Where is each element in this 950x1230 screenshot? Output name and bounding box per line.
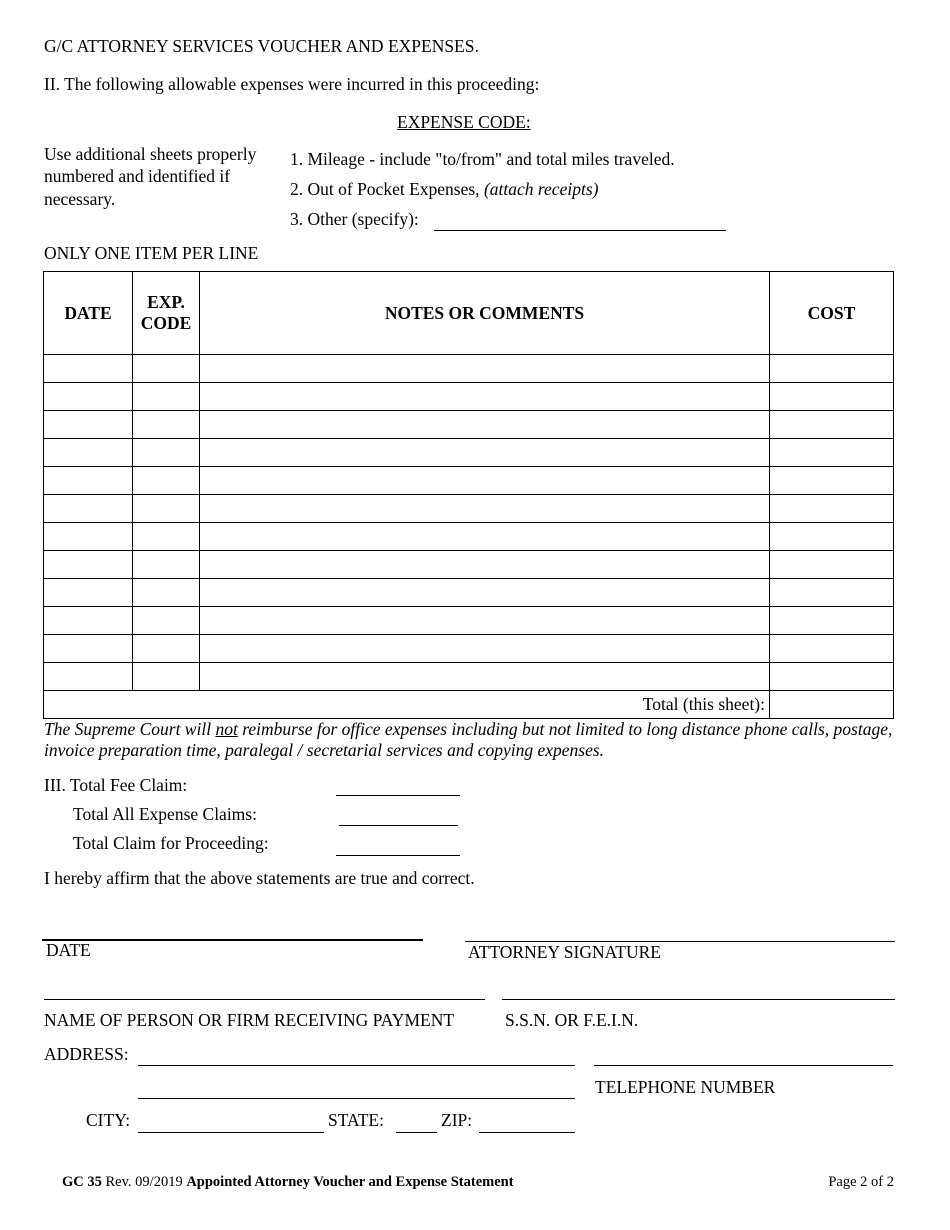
table-row — [44, 495, 894, 523]
notes-cell[interactable] — [200, 607, 770, 635]
total-label: Total (this sheet): — [44, 691, 770, 719]
item-number: 3. — [290, 209, 304, 229]
table-row — [44, 355, 894, 383]
table-row — [44, 635, 894, 663]
item-text: Other (specify): — [307, 209, 419, 229]
notes-column-header: NOTES OR COMMENTS — [200, 272, 770, 355]
form-number: GC 35 — [62, 1174, 102, 1190]
date-cell[interactable] — [44, 495, 133, 523]
expense-code-item — [290, 149, 675, 170]
cost-cell[interactable] — [770, 607, 894, 635]
cost-cell[interactable] — [770, 495, 894, 523]
attorney-signature-label: ATTORNEY SIGNATURE — [468, 942, 661, 962]
zip-label: ZIP: — [441, 1110, 473, 1130]
one-item-note: ONLY ONE ITEM PER LINE — [44, 243, 259, 263]
side-note-line: necessary. — [44, 189, 116, 209]
date-column-header: DATE — [44, 272, 133, 355]
address-field-line2[interactable] — [138, 1098, 575, 1099]
total-fee-claim-field[interactable] — [336, 795, 460, 796]
expense-code-heading: EXPENSE CODE: — [397, 112, 531, 132]
address-field-line1[interactable] — [138, 1065, 575, 1066]
total-cost-cell[interactable] — [770, 691, 894, 719]
city-label: CITY: — [86, 1110, 131, 1130]
footer-form-id — [62, 1174, 514, 1191]
not-emphasis: not — [215, 719, 238, 739]
code-cell[interactable] — [133, 663, 200, 691]
state-label: STATE: — [328, 1110, 384, 1130]
notes-cell[interactable] — [200, 551, 770, 579]
telephone-label: TELEPHONE NUMBER — [595, 1077, 776, 1097]
cost-cell[interactable] — [770, 467, 894, 495]
item-text: Mileage - include "to/from" and total miles traveled. — [307, 149, 675, 169]
total-expense-claims-label: Total All Expense Claims: — [73, 804, 257, 824]
notes-cell[interactable] — [200, 439, 770, 467]
state-field[interactable] — [396, 1132, 437, 1133]
code-cell[interactable] — [133, 495, 200, 523]
total-claim-proceeding-label: Total Claim for Proceeding: — [73, 833, 269, 853]
cost-cell[interactable] — [770, 411, 894, 439]
page-number: Page 2 of 2 — [828, 1174, 894, 1190]
code-cell[interactable] — [133, 607, 200, 635]
payee-name-label: NAME OF PERSON OR FIRM RECEIVING PAYMENT — [44, 1010, 455, 1030]
code-cell[interactable] — [133, 383, 200, 411]
date-signature-line[interactable] — [42, 939, 423, 941]
code-cell[interactable] — [133, 355, 200, 383]
code-cell[interactable] — [133, 411, 200, 439]
date-cell[interactable] — [44, 355, 133, 383]
expense-code-item — [290, 179, 598, 200]
date-cell[interactable] — [44, 663, 133, 691]
code-cell[interactable] — [133, 551, 200, 579]
cost-cell[interactable] — [770, 579, 894, 607]
code-cell[interactable] — [133, 439, 200, 467]
cost-cell[interactable] — [770, 551, 894, 579]
disclaimer-line1: The Supreme Court will not reimburse for office expenses including but not limited to long distance phone calls, postage, — [44, 719, 893, 739]
notes-cell[interactable] — [200, 467, 770, 495]
table-row — [44, 523, 894, 551]
notes-cell[interactable] — [200, 495, 770, 523]
date-cell[interactable] — [44, 523, 133, 551]
disclaimer-line2: invoice preparation time, paralegal / secretarial services and copying expenses. — [44, 740, 605, 760]
cost-cell[interactable] — [770, 439, 894, 467]
city-field[interactable] — [138, 1132, 324, 1133]
date-cell[interactable] — [44, 411, 133, 439]
other-specify-field[interactable] — [434, 230, 726, 231]
total-claim-proceeding-field[interactable] — [336, 855, 460, 856]
table-row — [44, 663, 894, 691]
cost-cell[interactable] — [770, 383, 894, 411]
side-note-line: Use additional sheets properly — [44, 144, 257, 164]
table-row — [44, 383, 894, 411]
notes-cell[interactable] — [200, 411, 770, 439]
section-ii-heading: II. The following allowable expenses were incurred in this proceeding: — [44, 74, 540, 94]
notes-cell[interactable] — [200, 355, 770, 383]
side-note-line: numbered and identified if — [44, 166, 231, 186]
table-row — [44, 411, 894, 439]
code-cell[interactable] — [133, 579, 200, 607]
telephone-field[interactable] — [594, 1065, 893, 1066]
exp-code-column-header: EXP. CODE — [133, 272, 200, 355]
notes-cell[interactable] — [200, 579, 770, 607]
date-cell[interactable] — [44, 383, 133, 411]
item-text: Out of Pocket Expenses, — [307, 179, 480, 199]
payee-name-field[interactable] — [44, 999, 485, 1000]
cost-cell[interactable] — [770, 355, 894, 383]
total-fee-claim-label: III. Total Fee Claim: — [44, 775, 188, 795]
total-row — [44, 691, 894, 719]
code-cell[interactable] — [133, 467, 200, 495]
affirmation-statement: I hereby affirm that the above statements are true and correct. — [44, 868, 475, 888]
total-expense-claims-field[interactable] — [339, 825, 458, 826]
ssn-fein-field[interactable] — [502, 999, 895, 1000]
cost-cell[interactable] — [770, 523, 894, 551]
form-title: G/C ATTORNEY SERVICES VOUCHER AND EXPENSES. — [44, 36, 479, 56]
item-note: (attach receipts) — [483, 179, 599, 199]
code-cell[interactable] — [133, 523, 200, 551]
date-cell[interactable] — [44, 635, 133, 663]
item-number: 1. — [290, 149, 304, 169]
table-row — [44, 551, 894, 579]
cost-cell[interactable] — [770, 635, 894, 663]
notes-cell[interactable] — [200, 383, 770, 411]
cost-column-header: COST — [770, 272, 894, 355]
zip-field[interactable] — [479, 1132, 575, 1133]
table-row — [44, 439, 894, 467]
address-label: ADDRESS: — [44, 1044, 129, 1064]
expense-table — [43, 271, 894, 719]
date-cell[interactable] — [44, 579, 133, 607]
table-row — [44, 579, 894, 607]
item-number: 2. — [290, 179, 304, 199]
notes-cell[interactable] — [200, 635, 770, 663]
form-revision: Rev. 09/2019 — [101, 1174, 187, 1190]
cost-cell[interactable] — [770, 663, 894, 691]
form-name: Appointed Attorney Voucher and Expense Statement — [186, 1174, 514, 1190]
table-row — [44, 607, 894, 635]
code-cell[interactable] — [133, 635, 200, 663]
date-cell[interactable] — [44, 551, 133, 579]
ssn-fein-label: S.S.N. OR F.E.I.N. — [505, 1010, 639, 1030]
table-row — [44, 467, 894, 495]
date-cell[interactable] — [44, 467, 133, 495]
notes-cell[interactable] — [200, 523, 770, 551]
date-cell[interactable] — [44, 439, 133, 467]
date-label: DATE — [46, 940, 91, 960]
notes-cell[interactable] — [200, 663, 770, 691]
date-cell[interactable] — [44, 607, 133, 635]
expense-code-item — [290, 209, 419, 230]
